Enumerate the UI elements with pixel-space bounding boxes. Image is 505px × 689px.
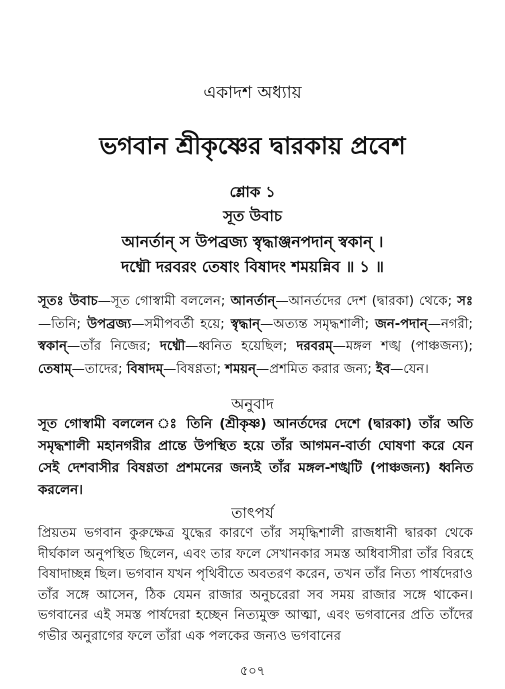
verse-line-1: আনর্তান্ স উপব্রজ্য স্বৃদ্ধাঞ্জনপদান্ স্বকান্ । <box>121 233 384 251</box>
verse-speaker: সূত উবাচ <box>223 207 282 225</box>
synonym-term: জন-পদান্ <box>375 316 428 332</box>
verse-line-2: দধ্মৌ দরবরং তেষাং বিষাদং শময়ন্নিব ॥ ১ ॥ <box>121 258 384 276</box>
synonym-meaning: আনর্তদের দেশ (দ্বারকা) থেকে <box>288 294 448 309</box>
synonym-meaning: তিনি <box>51 316 77 332</box>
synonym-term: শময়ন্ <box>225 361 257 377</box>
translation-heading: অনুবাদ <box>231 395 274 413</box>
synonym-term: স্বৃদ্ধান্ <box>230 316 261 332</box>
synonym-term: উপব্রজ্য <box>87 316 132 332</box>
synonym-term: দরবরম্ <box>296 339 333 354</box>
synonym-term: সূতঃ উবাচ <box>38 294 98 309</box>
purport-text: প্রিয়তম ভগবান কুরুক্ষেত্র যুদ্ধের কারণে তাঁর সমৃদ্ধিশালী রাজধানী দ্বারকা থেকে দীর্ঘকাল অনুপস্থিত ছিলেন, এবং তার ফলে সেখানকার সমস্ত অধিবাসীরা তাঁর বিরহে বিষাদাচ্ছন্ন ছিল। ভগবান যখন পৃথিবীতে অবতরণ করেন, তখন তাঁর নিত্য পার্ষদেরাও তাঁর সঙ্গে আসেন, ঠিক যেমন রাজার অনুচরেরা সব সময় রাজার সঙ্গে থাকেন। ভগবানের এই সমস্ত পার্ষদেরা হচ্ছেন নিত্যমুক্ত আত্মা, এবং ভগবানের প্রতি তাঁদের গভীর অনুরাগের ফলে তাঁরা এক পলকের জন্যও ভগবানের <box>38 526 473 644</box>
purport-heading: তাৎপর্য <box>231 504 274 522</box>
synonym-term: ইব <box>375 361 391 377</box>
verse-number: শ্লোক ১ <box>229 183 276 201</box>
synonym-term: স্বকান্ <box>38 339 67 354</box>
chapter-number: একাদশ অধ্যায় <box>203 83 302 103</box>
synonym-meaning: ধ্বনিত হয়েছিল <box>198 339 283 354</box>
page-number: ৫০৭ <box>239 664 266 679</box>
synonym-meaning: যেন। <box>403 361 429 377</box>
synonym-term: তেষাম্ <box>38 361 72 377</box>
chapter-title: ভগবান শ্রীকৃষ্ণের দ্বারকায় প্রবেশ <box>99 132 406 160</box>
synonym-meaning: নগরী <box>440 316 469 332</box>
synonym-meaning: সমীপবর্তী হয়ে <box>144 316 221 332</box>
synonym-term: দধ্মৌ <box>160 339 186 354</box>
synonym-meaning: প্রশমিত করার জন্য <box>269 361 368 377</box>
synonym-meaning: অত্যন্ত সমৃদ্ধশালী <box>273 316 365 332</box>
synonym-term: সঃ <box>457 294 474 309</box>
synonym-meaning: সূত গোস্বামী বললেন <box>110 294 221 309</box>
synonym-meaning: তাদের <box>84 361 119 377</box>
synonym-term: বিষাদম্ <box>126 361 164 377</box>
word-for-word-synonyms: সূতঃ উবাচ—সূত গোস্বামী বললেন; আনর্তান্—আনর্তদের দেশ (দ্বারকা) থেকে; সঃ—তিনি; উপব্রজ্য—সমীপবর্তী হয়ে; স্বৃদ্ধান্—অত্যন্ত সমৃদ্ধশালী; জন-পদান্—নগরী; স্বকান্—তাঁর নিজের; দধ্মৌ—ধ্বনিত হয়েছিল; দরবরম্—মঙ্গল শঙ্খ (পাঞ্চজন্য); তেষাম্—তাদের; বিষাদম্—বিষণ্ণতা; শময়ন্—প্রশমিত করার জন্য; ইব—যেন। <box>38 294 474 377</box>
synonym-term: আনর্তান্ <box>230 294 276 309</box>
synonym-meaning: মঙ্গল শঙ্খ (পাঞ্চজন্য) <box>345 339 469 354</box>
synonym-meaning: বিষণ্ণতা <box>176 361 217 377</box>
synonym-meaning: তাঁর নিজের <box>80 339 147 354</box>
translation-text: সূত গোস্বামী বললেন ঃ তিনি (শ্রীকৃষ্ণ) আনর্তদের দেশে (দ্বারকা) তাঁর অতি সমৃদ্ধশালী মহানগরীর প্রান্তে উপস্থিত হয়ে তাঁর আগমন-বার্তা ঘোষণা করে যেন সেই দেশবাসীর বিষণ্ণতা প্রশমনের জন্যই তাঁর মঙ্গল-শঙ্খটি (পাঞ্চজন্য) ধ্বনিত করলেন। <box>38 417 473 498</box>
